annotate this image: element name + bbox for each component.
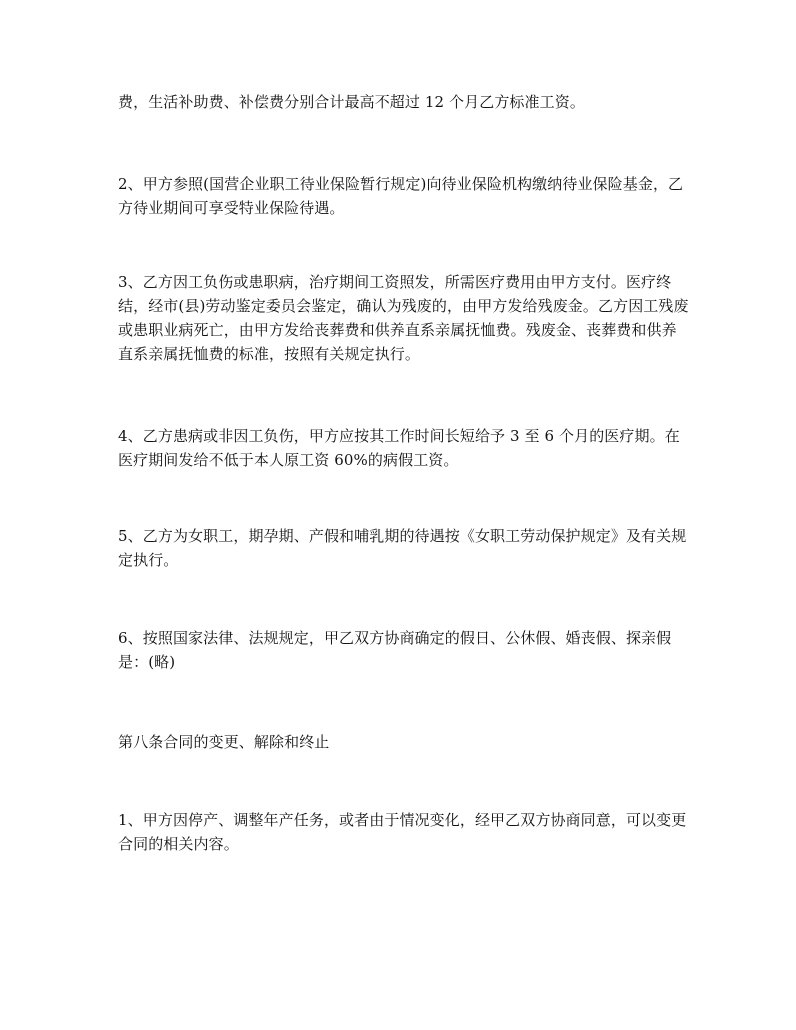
paragraph-work-injury: 3、乙方因工负伤或患职病，治疗期间工资照发，所需医疗费用由甲方支付。医疗终结，经市(县)劳动鉴定委员会鉴定，确认为残废的，由甲方发给残废金。乙方因工残废或患职业病死亡，由甲方发给丧葬费和供养直系亲属抚恤费。残废金、丧葬费和供养直系亲属抚恤费的标准，按照有关规定执行。	[118, 273, 689, 363]
paragraph-sick-leave: 4、乙方患病或非因工负伤，甲方应按其工作时间长短给予 3 至 6 个月的医疗期。在医疗期间发给不低于本人原工资 60%的病假工资。	[118, 427, 680, 469]
paragraph-female-employee: 5、乙方为女职工，期孕期、产假和哺乳期的待遇按《女职工劳动保护规定》及有关规定执行。	[118, 527, 687, 569]
paragraph-unemployment-insurance: 2、甲方参照(国营企业职工待业保险暂行规定)向待业保险机构缴纳待业保险基金，乙方待业期间可享受特业保险待遇。	[118, 175, 684, 217]
section-heading-article-8: 第八条合同的变更、解除和终止	[118, 733, 330, 751]
paragraph-contract-change: 1、甲方因停产、调整年产任务，或者由于情况变化，经甲乙双方协商同意，可以变更合同的相关内容。	[118, 811, 687, 853]
paragraph-holidays: 6、按照国家法律、法规规定，甲乙双方协商确定的假日、公休假、婚丧假、探亲假是：(略)	[118, 629, 672, 671]
paragraph-compensation-limit: 费，生活补助费、补偿费分别合计最高不超过 12 个月乙方标准工资。	[118, 93, 585, 111]
